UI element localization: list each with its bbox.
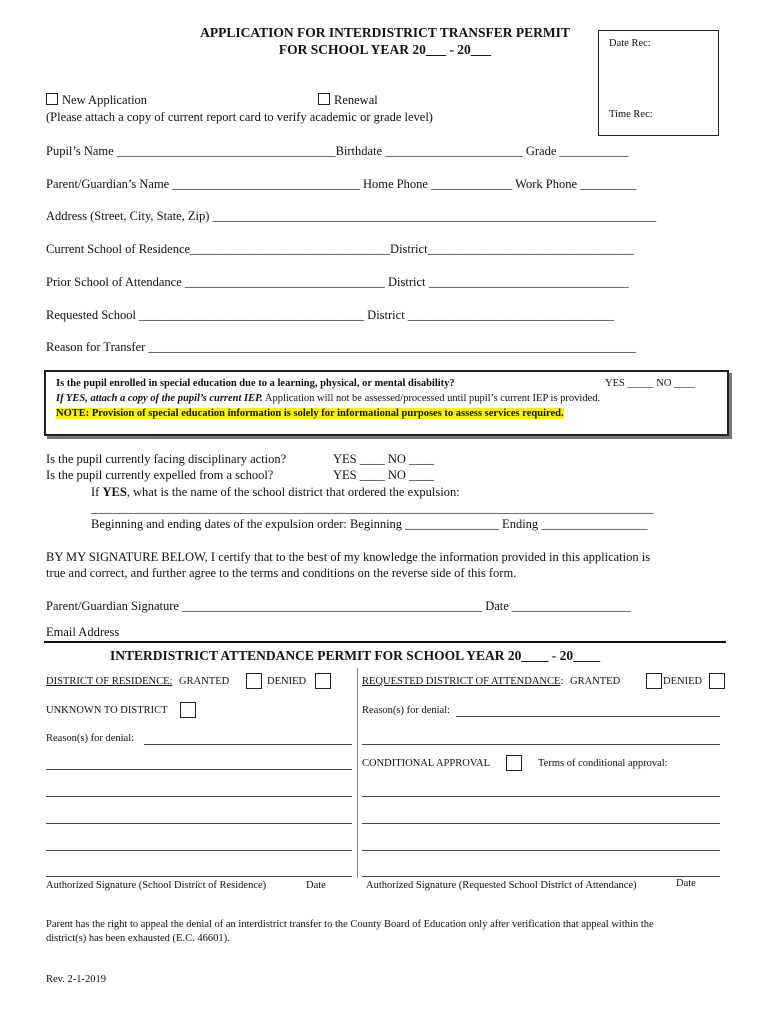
residence-denied-checkbox[interactable] [315, 673, 331, 689]
if-yes-bold: YES [102, 485, 127, 499]
residence-date-label: Date [306, 880, 326, 891]
residence-line-3[interactable] [46, 796, 352, 797]
requested-signature-line[interactable] [362, 876, 720, 877]
appeal-text-line2: district(s) has been exhausted (E.C. 46601). [46, 933, 230, 944]
residence-signature-line[interactable] [46, 876, 352, 877]
requested-reasons-label: Reason(s) for denial: [362, 705, 451, 716]
requested-line-3[interactable] [362, 796, 720, 797]
prior-school-field[interactable]: Prior School of Attendance ________________________________ District ________________________________ [46, 275, 629, 289]
conditional-terms-label: Terms of conditional approval: [538, 758, 668, 769]
section-divider [44, 641, 726, 643]
unknown-to-district-checkbox[interactable] [180, 702, 196, 718]
new-application-option[interactable] [46, 93, 147, 108]
renewal-option[interactable] [318, 93, 378, 108]
disciplinary-question: Is the pupil currently facing disciplinary action? [46, 452, 287, 466]
if-yes-post: , what is the name of the school district that ordered the expulsion: [126, 485, 460, 499]
time-rec-label: Time Rec: [609, 109, 653, 120]
unknown-to-district-label: UNKNOWN TO DISTRICT [46, 705, 168, 716]
residence-label: DISTRICT OF RESIDENCE: [46, 676, 173, 687]
address-field[interactable]: Address (Street, City, State, Zip) _______________________________________________________________________ [46, 209, 657, 223]
column-divider [357, 668, 358, 878]
reason-for-transfer-field[interactable]: Reason for Transfer ______________________________________________________________________________ [46, 340, 636, 354]
expulsion-district-field[interactable]: __________________________________________________________________________________________ [91, 501, 654, 515]
requested-granted-label: GRANTED [569, 676, 621, 687]
residence-reasons-label: Reason(s) for denial: [46, 733, 135, 744]
residence-line-5[interactable] [46, 850, 352, 851]
requested-line-4[interactable] [362, 823, 720, 824]
date-rec-label: Date Rec: [609, 38, 651, 49]
expelled-question: Is the pupil currently expelled from a school? [46, 468, 274, 482]
requested-denied-checkbox[interactable] [709, 673, 725, 689]
requested-school-field[interactable]: Requested School ____________________________________ District _________________________________ [46, 308, 615, 322]
special-ed-note: NOTE: Provision of special education information is solely for informational purposes to assess services required. [56, 408, 564, 419]
certify-text-line1: BY MY SIGNATURE BELOW, I certify that to the best of my knowledge the information provided in this application is [46, 550, 651, 564]
residence-decision [46, 676, 229, 687]
appeal-text-line1: Parent has the right to appeal the denial of an interdistrict transfer to the County Board of Education only after verification that appeal within the [46, 919, 654, 930]
residence-granted-checkbox[interactable] [246, 673, 262, 689]
certify-text-line2: true and correct, and further agree to the terms and conditions on the reverse side of this form. [46, 566, 517, 580]
disciplinary-answer[interactable]: YES ____ NO ____ [333, 452, 435, 466]
form-title-line2: FOR SCHOOL YEAR 20___ - 20___ [278, 42, 492, 57]
if-yes-pre: If [91, 485, 103, 499]
current-school-field[interactable]: Current School of Residence________________________________District_________________________________ [46, 242, 634, 256]
pupil-name-field[interactable]: Pupil’s Name ___________________________________Birthdate ______________________ Grade ___________ [46, 144, 629, 158]
expulsion-dates-field[interactable]: Beginning and ending dates of the expulsion order: Beginning _______________ Ending _________________ [91, 517, 648, 531]
renewal-label: Renewal [334, 93, 378, 107]
conditional-approval-label: CONDITIONAL APPROVAL [362, 758, 491, 769]
residence-granted-label: GRANTED [179, 676, 230, 687]
revision-label: Rev. 2-1-2019 [46, 974, 106, 985]
residence-line-2[interactable] [46, 769, 352, 770]
form-title-line1: APPLICATION FOR INTERDISTRICT TRANSFER PERMIT [200, 25, 570, 40]
iep-bold: If YES, attach a copy of the pupil’s current IEP. [56, 393, 263, 404]
email-label[interactable]: Email Address [46, 625, 120, 639]
special-ed-box [44, 370, 729, 436]
new-application-checkbox[interactable] [46, 93, 58, 105]
attach-note: (Please attach a copy of current report card to verify academic or grade level) [46, 110, 433, 124]
requested-granted-checkbox[interactable] [646, 673, 662, 689]
residence-denied-label: DENIED [267, 676, 307, 687]
requested-reasons-line[interactable] [456, 716, 720, 717]
special-ed-question: Is the pupil enrolled in special education due to a learning, physical, or mental disability? [56, 378, 455, 389]
requested-denied-label: DENIED [663, 676, 703, 687]
requested-decision [362, 676, 620, 687]
office-use-box [598, 30, 719, 136]
expelled-answer[interactable]: YES ____ NO ____ [333, 468, 435, 482]
residence-reasons-line[interactable] [144, 744, 352, 745]
requested-line-5[interactable] [362, 850, 720, 851]
requested-date-label: Date [676, 878, 696, 889]
residence-line-4[interactable] [46, 823, 352, 824]
parent-name-field[interactable]: Parent/Guardian’s Name ______________________________ Home Phone _____________ Work Phone _________ [46, 177, 637, 191]
iep-instruction [56, 393, 600, 404]
conditional-approval-checkbox[interactable] [506, 755, 522, 771]
new-application-label: New Application [62, 93, 148, 107]
iep-rest: Application will not be assessed/processed until pupil’s current IEP is provided. [262, 393, 601, 404]
requested-signature-label: Authorized Signature (Requested School District of Attendance) [366, 880, 637, 891]
parent-signature-field[interactable]: Parent/Guardian Signature ________________________________________________ Date ___________________ [46, 599, 631, 613]
requested-colon: : [560, 676, 564, 687]
requested-label: REQUESTED DISTRICT OF ATTENDANCE [362, 676, 561, 687]
permit-title: INTERDISTRICT ATTENDANCE PERMIT FOR SCHOOL YEAR 20____ - 20____ [110, 648, 601, 663]
expulsion-district-prompt [91, 485, 460, 500]
requested-line-2[interactable] [362, 744, 720, 745]
special-ed-yes-no[interactable]: YES _____ NO ____ [605, 378, 696, 389]
renewal-checkbox[interactable] [318, 93, 330, 105]
residence-signature-label: Authorized Signature (School District of Residence) [46, 880, 267, 891]
